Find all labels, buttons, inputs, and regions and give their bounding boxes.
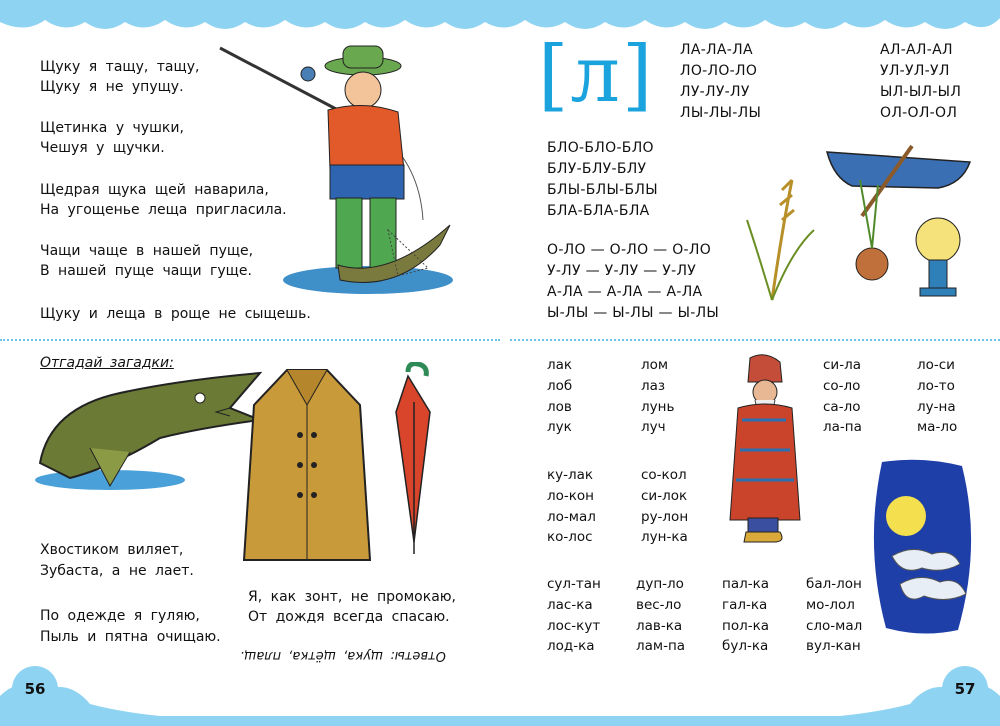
- word-column: [641, 355, 674, 438]
- syllable-row: ЛУ-ЛУ-ЛУ: [680, 84, 750, 100]
- pike-fish-illustration: [30, 368, 262, 494]
- syllable-row: АЛ-АЛ-АЛ: [880, 42, 953, 58]
- word: лом: [641, 357, 669, 373]
- word-column: [636, 574, 685, 657]
- word: ло-мал: [547, 508, 596, 525]
- word: лунь: [641, 398, 675, 415]
- letter-heading: [л]: [538, 30, 655, 120]
- word-column: [547, 355, 572, 438]
- top-cloud-border: [0, 0, 1000, 40]
- word-column: [547, 574, 601, 657]
- riddle-line: Зубаста, а не лает.: [40, 563, 194, 579]
- word: лам-па: [636, 638, 686, 655]
- syllable-row: ЛО-ЛО-ЛО: [680, 63, 758, 79]
- syllable-row: ЫЛ-ЫЛ-ЫЛ: [880, 84, 962, 100]
- poem-line: Щедрая щука щей наварила,: [40, 182, 269, 198]
- word: лук: [547, 419, 572, 436]
- raincoat-illustration: [242, 365, 372, 565]
- umbrella-illustration: [388, 362, 444, 556]
- word: вул-кан: [806, 638, 861, 655]
- syllable-row: БЛЫ-БЛЫ-БЛЫ: [547, 182, 658, 198]
- syllable-row: ОЛ-ОЛ-ОЛ: [880, 105, 958, 121]
- word: со-кол: [641, 467, 687, 483]
- sultan-illustration: [720, 350, 806, 546]
- word: сло-мал: [806, 617, 863, 634]
- word: ку-лак: [547, 467, 594, 483]
- word: лун-ка: [641, 529, 688, 546]
- word: ру-лон: [641, 508, 689, 525]
- word: лаз: [641, 377, 666, 394]
- word: гал-ка: [722, 596, 768, 613]
- word: лов: [547, 398, 572, 415]
- riddle-line: Я, как зонт, не промокаю,: [248, 589, 457, 605]
- word: си-лок: [641, 487, 688, 504]
- riddle-line: Хвостиком виляет,: [40, 542, 184, 558]
- word: пал-ка: [722, 576, 770, 592]
- word: вес-ло: [636, 596, 682, 613]
- word: лас-ка: [547, 596, 593, 613]
- word: лу-на: [917, 398, 956, 415]
- poem-line: Щуку я тащу, тащу,: [40, 59, 200, 75]
- page-number-left: 56: [12, 666, 58, 712]
- word: лод-ка: [547, 638, 595, 655]
- word: бул-ка: [722, 638, 769, 655]
- word-column: [722, 574, 769, 657]
- poem-line: Щетинка у чушки,: [40, 120, 184, 136]
- word: сул-тан: [547, 576, 601, 592]
- word: ло-си: [917, 357, 955, 373]
- poem-line: Щуку я не упущу.: [40, 79, 184, 95]
- syllable-row: О-ЛО — О-ЛО — О-ЛО: [547, 242, 712, 258]
- poem-line: Чешуя у щучки.: [40, 140, 165, 156]
- syllable-row: ЛА-ЛА-ЛА: [680, 42, 753, 58]
- word-column: [917, 355, 957, 438]
- word-column: [823, 355, 862, 438]
- word-column: [641, 465, 688, 548]
- bottom-cloud-border: [0, 676, 1000, 726]
- word: ло-кон: [547, 487, 594, 504]
- poem-line: На угощенье леща пригласила.: [40, 202, 287, 218]
- poem-line: Щуку и леща в роще не сыщешь.: [40, 306, 311, 322]
- word: мо-лол: [806, 596, 855, 613]
- word-column: [547, 465, 596, 548]
- word: со-ло: [823, 377, 861, 394]
- section-divider-right: [510, 339, 1000, 341]
- word: лоб: [547, 377, 573, 394]
- syllable-row: УЛ-УЛ-УЛ: [880, 63, 950, 79]
- word: си-ла: [823, 357, 861, 373]
- syllable-row: Ы-ЛЫ — Ы-ЛЫ — Ы-ЛЫ: [547, 305, 720, 321]
- section-divider-left: [0, 339, 500, 341]
- riddle-line: От дождя всегда спасаю.: [248, 609, 450, 625]
- boy-fishing-illustration: [218, 40, 460, 298]
- boat-wheat-onion-lamp-illustration: [742, 140, 972, 302]
- syllable-row: У-ЛУ — У-ЛУ — У-ЛУ: [547, 263, 697, 279]
- word: са-ло: [823, 398, 861, 415]
- riddle-line: По одежде я гуляю,: [40, 608, 200, 624]
- page-number-right: 57: [942, 666, 988, 712]
- word: пол-ка: [722, 617, 770, 634]
- word: дуп-ло: [636, 576, 684, 592]
- word: лав-ка: [636, 617, 683, 634]
- word: ла-па: [823, 419, 862, 436]
- word: лак: [547, 357, 573, 373]
- riddle-line: Пыль и пятна очищаю.: [40, 629, 221, 645]
- syllable-row: ЛЫ-ЛЫ-ЛЫ: [680, 105, 762, 121]
- word-column: [806, 574, 862, 657]
- word: лос-кут: [547, 617, 601, 634]
- word: ло-то: [917, 377, 955, 394]
- riddles-title: Отгадай загадки:: [40, 355, 174, 371]
- word: бал-лон: [806, 576, 862, 592]
- syllable-row: А-ЛА — А-ЛА — А-ЛА: [547, 284, 703, 300]
- poem-line: Чащи чаще в нашей пуще,: [40, 243, 254, 259]
- syllable-row: БЛА-БЛА-БЛА: [547, 203, 650, 219]
- moon-night-illustration: [862, 456, 982, 636]
- word: луч: [641, 419, 666, 436]
- word: ко-лос: [547, 529, 593, 546]
- word: ма-ло: [917, 419, 958, 436]
- answers-upside-down: Ответы: щука, щётка, плащ.: [240, 648, 446, 663]
- poem-line: В нашей пуще чащи гуще.: [40, 263, 252, 279]
- syllable-row: БЛУ-БЛУ-БЛУ: [547, 161, 647, 177]
- syllable-row: БЛО-БЛО-БЛО: [547, 140, 654, 156]
